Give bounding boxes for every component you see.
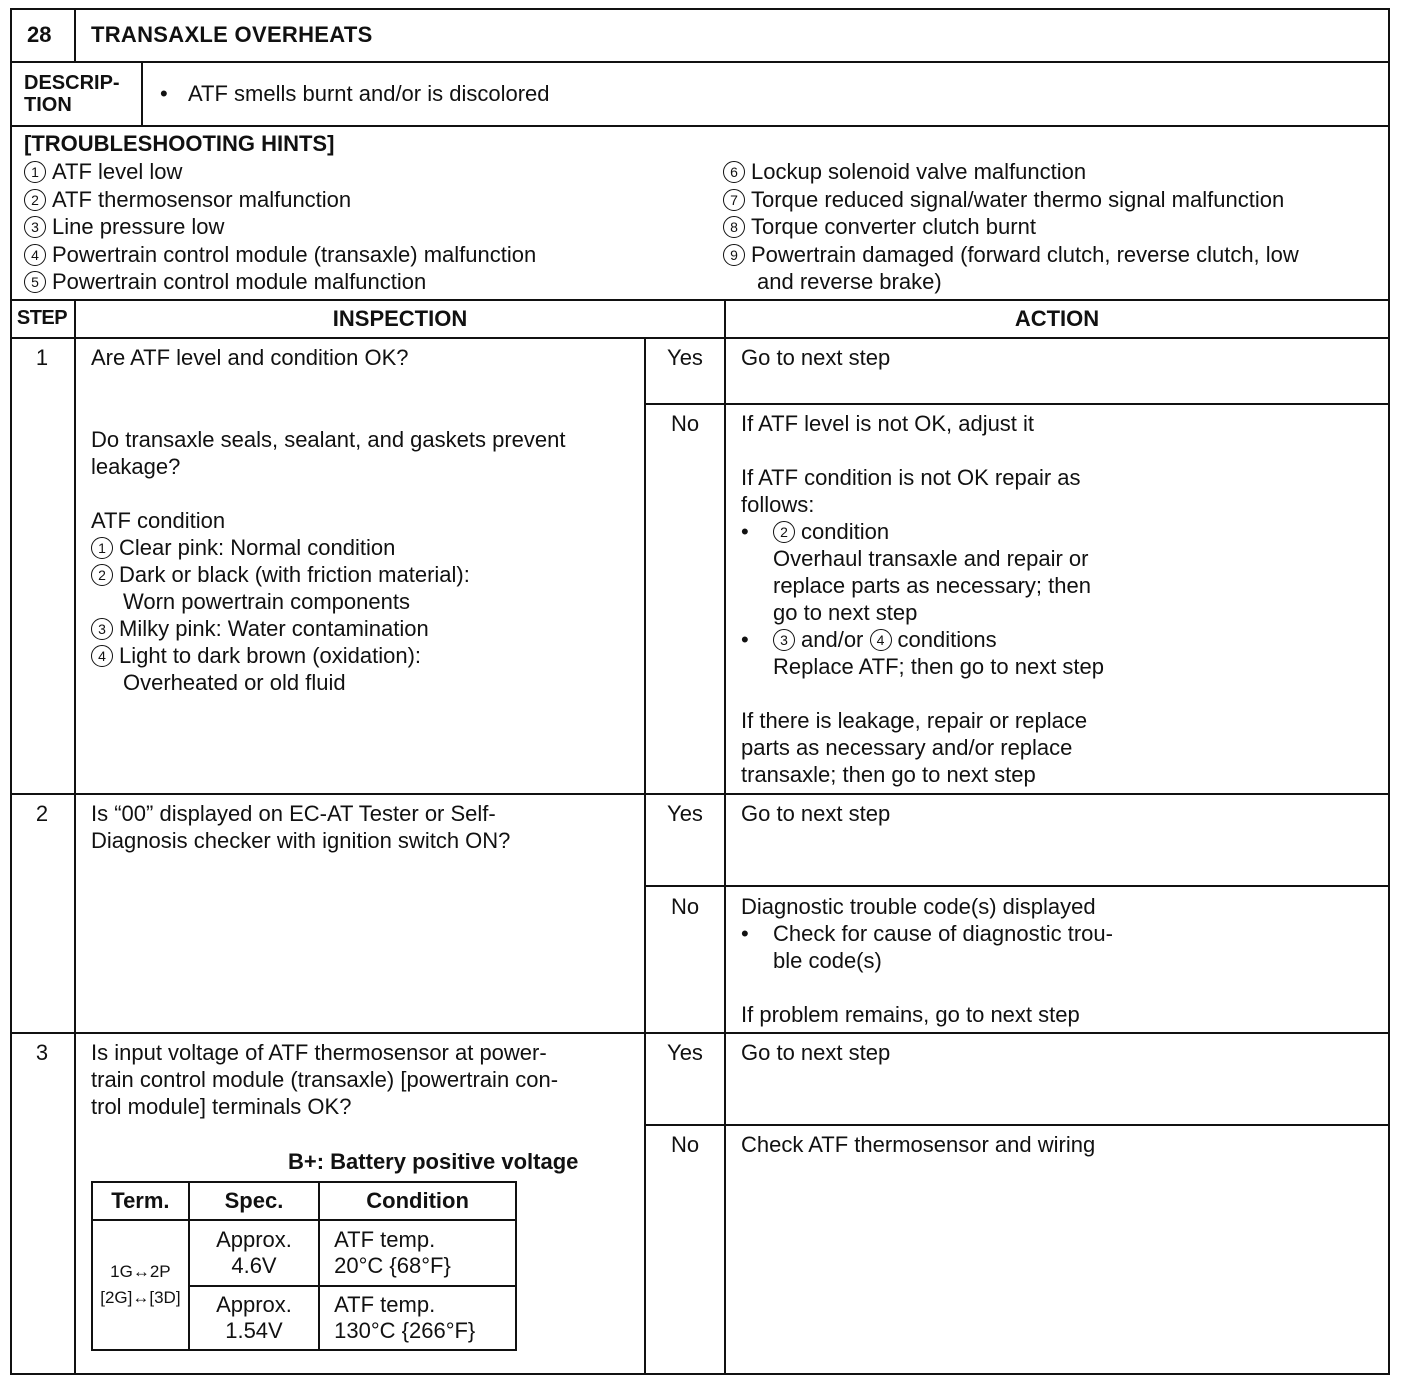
spec-cell: Approx. 4.6V <box>189 1220 319 1286</box>
step-number: 1 <box>35 345 49 370</box>
condition-list: ATF condition 1 Clear pink: Normal condition 2 Dark or black (with friction material): Worn powertrain components 3 Milky pink: Water contamination 4 Light to dark brown (oxidation): Overheated or old fluid <box>91 508 470 695</box>
hints-title: [TROUBLESHOOTING HINTS] <box>24 131 335 156</box>
no-action: Diagnostic trouble code(s) displayed • Check for cause of diagnostic trou- ble code(s) If problem remains, go to next step <box>741 894 1113 1027</box>
no-label: No <box>670 1132 700 1157</box>
divider <box>644 337 646 1375</box>
hint-item: 8 Torque converter clutch burnt <box>723 213 1036 240</box>
hint-item: 3 Line pressure low <box>24 213 224 240</box>
column-header-inspection: INSPECTION <box>332 306 468 331</box>
divider <box>74 299 76 1375</box>
yes-action: Go to next step <box>741 345 891 370</box>
page-title: TRANSAXLE OVERHEATS <box>91 22 373 47</box>
divider <box>10 793 1390 795</box>
hint-item: 9 Powertrain damaged (forward clutch, reverse clutch, low <box>723 241 1299 268</box>
inspection-question: Is input voltage of ATF thermosensor at power- train control module (transaxle) [powertrain con- trol module] terminals OK? <box>91 1040 559 1119</box>
inspection-question: Are ATF level and condition OK? <box>91 345 409 370</box>
divider <box>10 1032 1390 1034</box>
hint-item: 7 Torque reduced signal/water thermo signal malfunction <box>723 186 1284 213</box>
spec-cell: Approx. 1.54V <box>189 1286 319 1350</box>
no-action: If ATF level is not OK, adjust it If ATF condition is not OK repair as follows: • 2 condition Overhaul transaxle and repair or replace parts as necessary; then go to next step • 3 and/or 4 conditions Replace ATF; then go to next step If there is leakage, repair or replace parts as necessary and/or replace transaxle; then go to next step <box>741 411 1105 787</box>
divider <box>644 403 1390 405</box>
hint-item: 4 Powertrain control module (transaxle) malfunction <box>24 241 536 268</box>
divider <box>10 61 1390 63</box>
divider <box>74 8 76 63</box>
yes-action: Go to next step <box>741 1040 891 1065</box>
divider <box>10 299 1390 301</box>
divider <box>724 299 726 1375</box>
divider <box>10 337 1390 339</box>
no-action: Check ATF thermosensor and wiring <box>741 1132 1096 1157</box>
divider <box>644 1124 1390 1126</box>
yes-label: Yes <box>667 345 703 370</box>
description-label: DESCRIP- TION <box>24 72 120 116</box>
divider <box>644 885 1390 887</box>
hint-item: 2 ATF thermosensor malfunction <box>24 186 351 213</box>
yes-label: Yes <box>667 801 703 826</box>
divider <box>141 61 143 127</box>
divider <box>10 125 1390 127</box>
inspection-question: Is “00” displayed on EC-AT Tester or Self- Diagnosis checker with ignition switch ON? <box>91 801 511 853</box>
condition-cell: ATF temp. 130°C {266°F} <box>319 1286 516 1350</box>
step-number: 2 <box>35 801 49 826</box>
condition-cell: ATF temp. 20°C {68°F} <box>319 1220 516 1286</box>
hint-item: 5 Powertrain control module malfunction <box>24 268 426 295</box>
table-header-condition: Condition <box>319 1182 516 1220</box>
hint-item-continuation: and reverse brake) <box>757 269 942 294</box>
no-label: No <box>670 411 700 436</box>
voltage-spec-table <box>91 1181 517 1351</box>
table-header-term: Term. <box>92 1182 189 1220</box>
description-text: • ATF smells burnt and/or is discolored <box>160 81 550 106</box>
hint-item: 6 Lockup solenoid valve malfunction <box>723 158 1086 185</box>
inspection-question: Do transaxle seals, sealant, and gaskets prevent leakage? <box>91 427 566 479</box>
no-label: No <box>670 894 700 919</box>
yes-label: Yes <box>667 1040 703 1065</box>
table-header-spec: Spec. <box>189 1182 319 1220</box>
step-number: 3 <box>35 1040 49 1065</box>
yes-action: Go to next step <box>741 801 891 826</box>
column-header-action: ACTION <box>1014 306 1100 331</box>
terminal-cell: 1G↔2P [2G]↔[3D] <box>92 1220 189 1350</box>
voltage-note: B+: Battery positive voltage <box>288 1149 579 1174</box>
procedure-number: 28 <box>27 22 52 47</box>
hint-item: 1 ATF level low <box>24 158 182 185</box>
column-header-step: STEP <box>16 307 68 329</box>
